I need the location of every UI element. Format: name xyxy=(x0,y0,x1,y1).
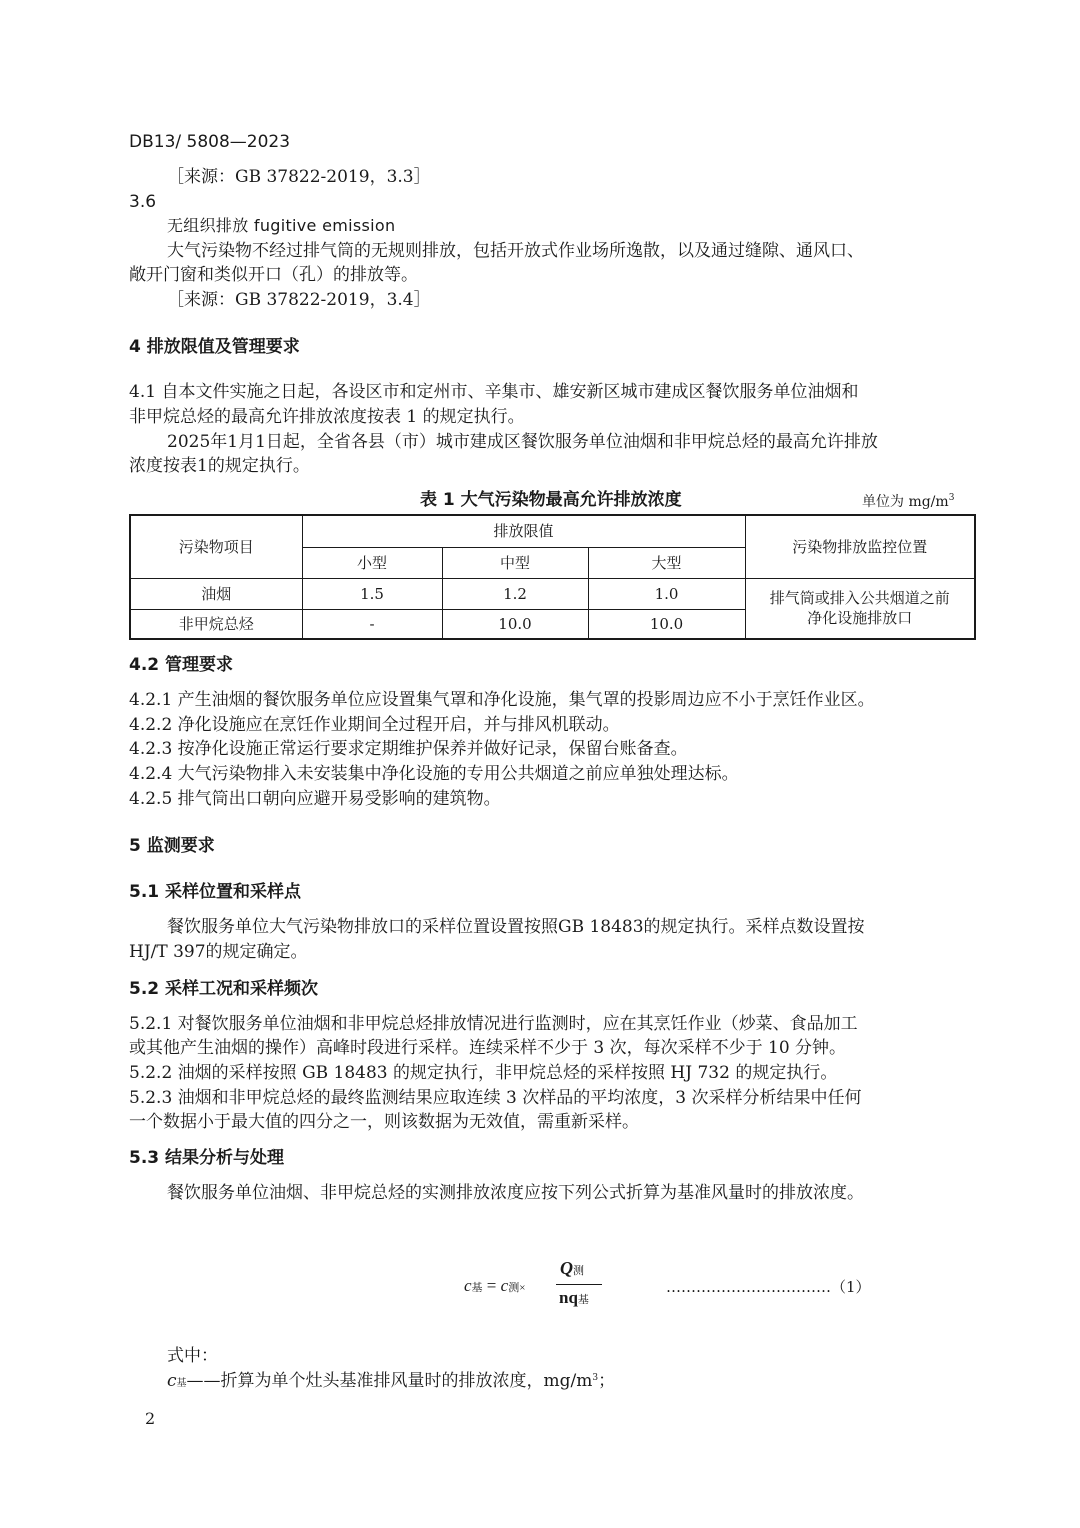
paragraph-line: 一个数据小于最大值的四分之一，则该数据为无效值，需重新采样。 xyxy=(129,1112,639,1132)
paragraph-line: 5.2.1 对餐饮服务单位油烟和非甲烷总烃排放情况进行监测时，应在其烹饪作业（炒菜、食品加工 xyxy=(129,1014,858,1034)
table-row xyxy=(130,578,975,609)
list-item: 4.2.4 大气污染物排入未安装集中净化设施的专用公共烟道之前应单独处理达标。 xyxy=(129,764,739,784)
section-heading: 5 监测要求 xyxy=(129,836,215,856)
subsection-heading: 4.2 管理要求 xyxy=(129,655,234,675)
cell-medium: 1.2 xyxy=(442,578,588,609)
source-citation: ［来源：GB 37822-2019，3.3］ xyxy=(167,167,431,187)
conversion-formula: c基 = c测× Q测 nq基 xyxy=(464,1258,614,1318)
list-item: 4.2.1 产生油烟的餐饮服务单位应设置集气罩和净化设施，集气罩的投影周边应不小于烹饪作业区。 xyxy=(129,690,875,710)
header-small: 小型 xyxy=(302,547,442,578)
clause-number: 3.6 xyxy=(129,192,157,212)
cell-medium: 10.0 xyxy=(442,609,588,639)
paragraph-line: 非甲烷总烃的最高允许排放浓度按表 1 的规定执行。 xyxy=(129,407,525,427)
paragraph-line: 4.1 自本文件实施之日起，各设区市和定州市、辛集市、雄安新区城市建成区餐饮服务单位油烟和 xyxy=(129,382,859,402)
symbol-definition: c基——折算为单个灶头基准排风量时的排放浓度，$mg/m^3$； xyxy=(167,1371,616,1391)
subsection-heading: 5.3 结果分析与处理 xyxy=(129,1148,285,1168)
paragraph-line: 餐饮服务单位油烟、非甲烷总烃的实测排放浓度应按下列公式折算为基准风量时的排放浓度。 xyxy=(167,1183,864,1203)
cell-large: 10.0 xyxy=(588,609,745,639)
section-heading: 4 排放限值及管理要求 xyxy=(129,337,300,357)
header-large: 大型 xyxy=(588,547,745,578)
where-label: 式中： xyxy=(167,1346,218,1366)
paragraph-line: 或其他产生油烟的操作）高峰时段进行采样。连续采样不少于 3 次，每次采样不少于 10 分钟。 xyxy=(129,1038,847,1058)
paragraph-line: 餐饮服务单位大气污染物排放口的采样位置设置按照GB 18483的规定执行。采样点数设置按 xyxy=(167,917,865,937)
paragraph-line: 浓度按表1的规定执行。 xyxy=(129,456,310,476)
cell-item: 非甲烷总烃 xyxy=(130,609,302,639)
list-item: 4.2.2 净化设施应在烹饪作业期间全过程开启，并与排风机联动。 xyxy=(129,715,620,735)
header-medium: 中型 xyxy=(442,547,588,578)
paragraph-line: 5.2.3 油烟和非甲烷总烃的最终监测结果应取连续 3 次样品的平均浓度，3 次采样分析结果中任何 xyxy=(129,1088,862,1108)
header-pollutant-item: 污染物项目 xyxy=(130,515,302,578)
header-monitoring-position: 污染物排放监控位置 xyxy=(745,515,975,578)
cell-item: 油烟 xyxy=(130,578,302,609)
definition-line: 敞开门窗和类似开口（孔）的排放等。 xyxy=(129,265,418,285)
definition-line: 大气污染物不经过排气筒的无规则排放，包括开放式作业场所逸散，以及通过缝隙、通风口、 xyxy=(167,241,864,261)
formula-number: ……………………………（1） xyxy=(666,1278,871,1296)
term-title: 无组织排放 fugitive emission xyxy=(167,216,396,235)
cell-small: 1.5 xyxy=(302,578,442,609)
paragraph-line: 5.2.2 油烟的采样按照 GB 18483 的规定执行，非甲烷总烃的采样按照 HJ 732 的规定执行。 xyxy=(129,1063,838,1083)
subsection-heading: 5.1 采样位置和采样点 xyxy=(129,882,302,902)
subsection-heading: 5.2 采样工况和采样频次 xyxy=(129,979,319,999)
page-number: 2 xyxy=(145,1409,156,1428)
cell-large: 1.0 xyxy=(588,578,745,609)
paragraph-line: 2025年1月1日起，全省各县（市）城市建成区餐饮服务单位油烟和非甲烷总烃的最高允许排放 xyxy=(167,432,878,452)
header-emission-limits: 排放限值 xyxy=(302,515,745,547)
table-caption: 表 1 大气污染物最高允许排放浓度 xyxy=(420,490,682,510)
formula-numerator: Q测 xyxy=(560,1258,584,1278)
cell-monitoring-position: 排气筒或排入公共烟道之前 净化设施排放口 xyxy=(745,578,975,639)
formula-denominator: nq基 xyxy=(559,1288,589,1307)
fraction-bar xyxy=(556,1284,602,1285)
emission-limits-table xyxy=(129,514,976,640)
source-citation: ［来源：GB 37822-2019，3.4］ xyxy=(167,290,431,310)
table-unit: 单位为 $mg/m^3$ xyxy=(862,493,955,510)
list-item: 4.2.3 按净化设施正常运行要求定期维护保养并做好记录，保留台账备查。 xyxy=(129,739,688,759)
paragraph-line: HJ/T 397的规定确定。 xyxy=(129,942,308,962)
cell-small: - xyxy=(302,609,442,639)
standard-number-header: DB13/ 5808—2023 xyxy=(129,132,291,152)
list-item: 4.2.5 排气筒出口朝向应避开易受影响的建筑物。 xyxy=(129,789,501,809)
